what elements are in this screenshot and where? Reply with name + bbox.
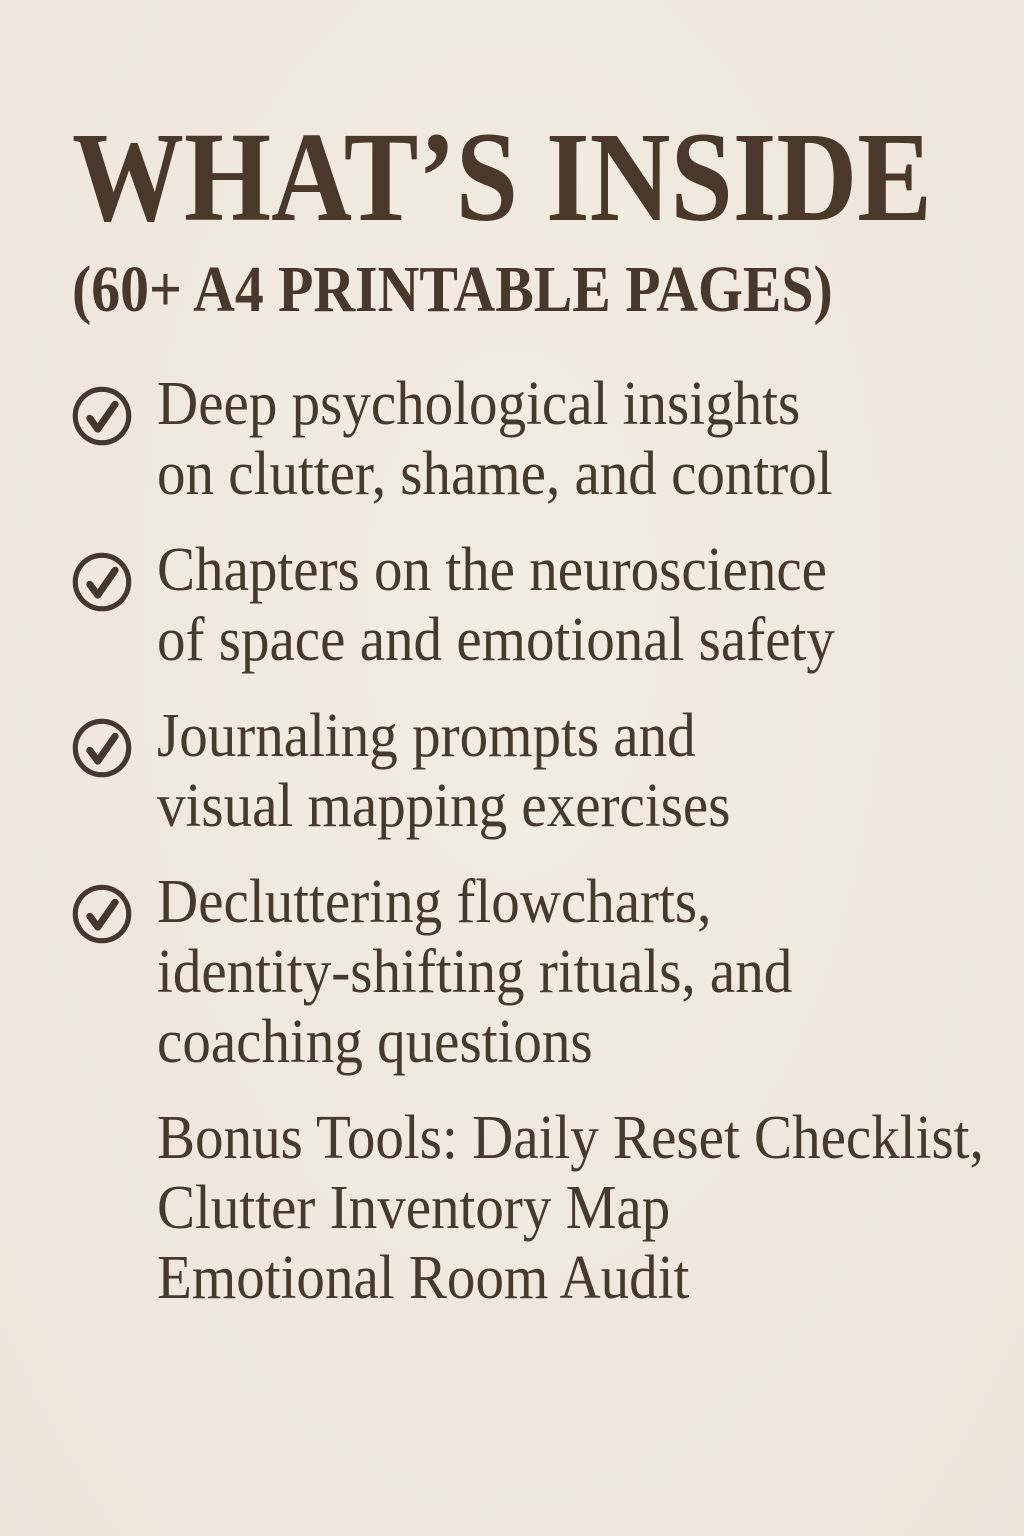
check-circle-icon xyxy=(72,386,132,446)
check-circle-icon xyxy=(72,552,132,612)
bonus-tools-section xyxy=(157,1103,984,1313)
bonus-line: Emotional Room Audit xyxy=(157,1244,690,1312)
page-subtitle: (60+ A4 PRINTABLE PAGES) xyxy=(72,253,833,326)
checklist-item-line: Journaling prompts and xyxy=(157,702,696,770)
checklist-item-line: visual mapping exercises xyxy=(157,772,731,840)
checklist-item-line: Decluttering flowcharts, xyxy=(157,868,712,936)
checklist-item-line: Chapters on the neuroscience xyxy=(157,536,827,604)
checklist-item xyxy=(72,369,988,509)
checklist-item xyxy=(72,701,988,841)
checklist-item xyxy=(72,535,988,675)
check-circle-icon xyxy=(72,718,132,778)
bonus-line: Clutter Inventory Map xyxy=(157,1174,671,1242)
checklist-item-line: coaching questions xyxy=(157,1008,593,1076)
checklist-item-line: on clutter, shame, and control xyxy=(157,440,833,508)
feature-checklist xyxy=(72,369,988,1077)
checklist-item-line: Deep psychological insights xyxy=(157,370,801,438)
checklist-item-line: identity-shifting rituals, and xyxy=(157,938,793,1006)
bonus-line: Bonus Tools: Daily Reset Checklist, xyxy=(157,1104,984,1172)
checklist-item xyxy=(72,867,988,1077)
checklist-item-line: of space and emotional safety xyxy=(157,606,835,674)
check-circle-icon xyxy=(72,884,132,944)
page-title: WHAT’S INSIDE xyxy=(72,106,932,248)
